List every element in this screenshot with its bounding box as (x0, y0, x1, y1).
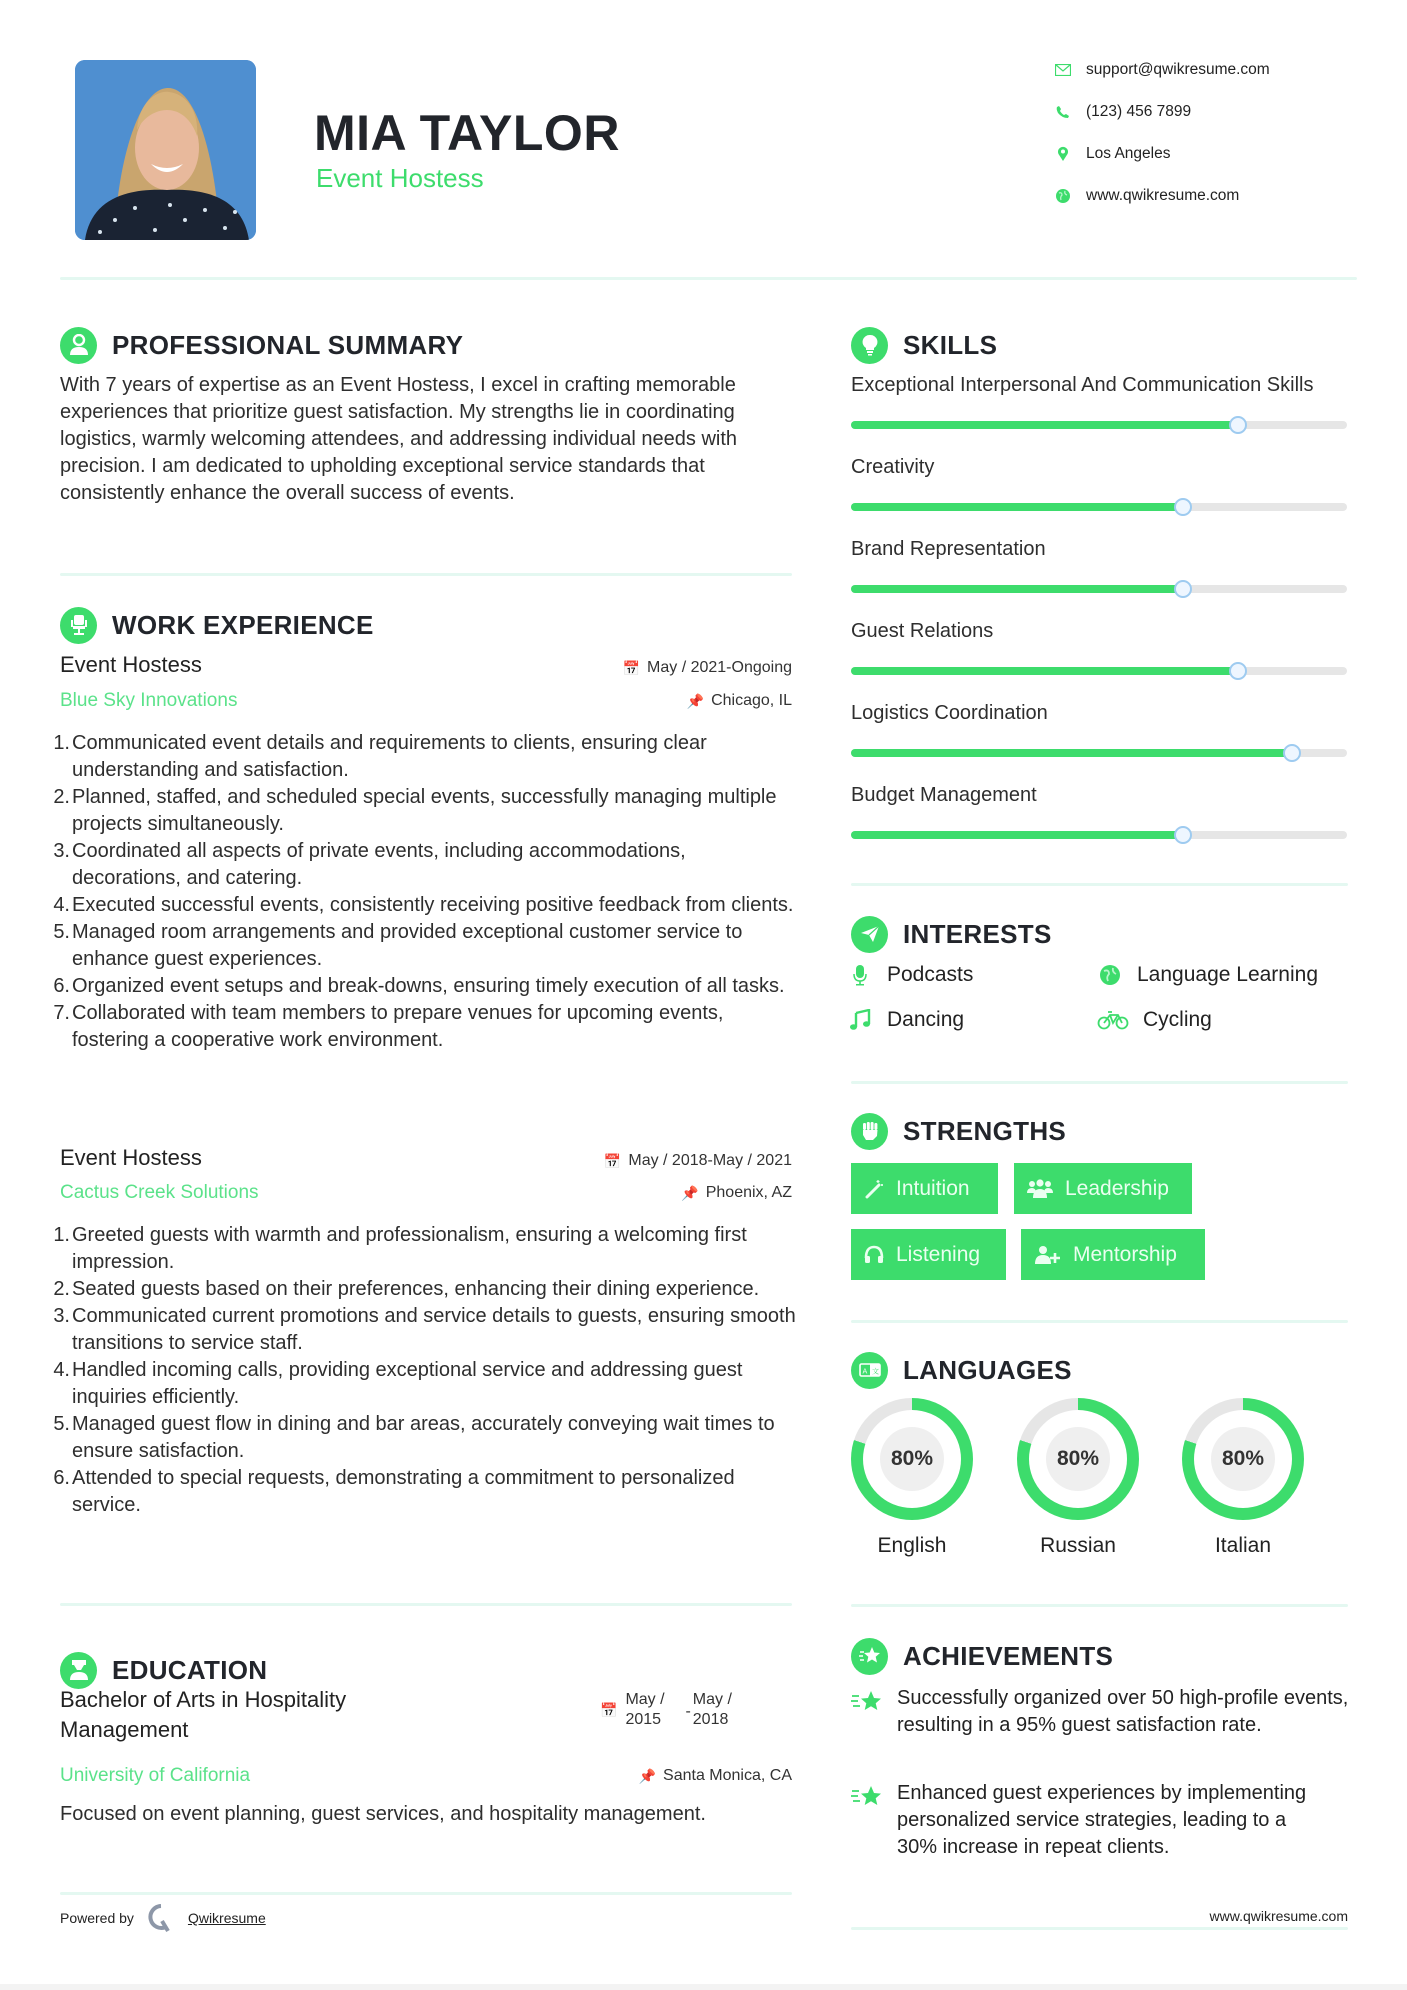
strength-label: Listening (896, 1242, 981, 1266)
qwikresume-link[interactable]: Qwikresume (187, 1910, 266, 1926)
interest-podcasts (847, 963, 973, 987)
contact-email[interactable] (1052, 58, 1270, 82)
user-icon (60, 327, 97, 364)
skill-bar-fill (851, 503, 1183, 511)
calendar-icon: 📅 (600, 1702, 618, 1718)
skill-bar (851, 667, 1347, 675)
skill-bar-knob (1229, 416, 1247, 434)
language-english (851, 1398, 973, 1558)
interest-dancing (847, 1008, 964, 1032)
footer-website[interactable]: www.qwikresume.com (1209, 1908, 1348, 1924)
education-description: Focused on event planning, guest services, and hospitality management. (60, 1803, 706, 1825)
interest-label: Dancing (887, 1008, 965, 1031)
users-icon (1027, 1179, 1053, 1199)
languages-title: LANGUAGES (903, 1354, 1072, 1385)
education-location-text: Santa Monica, CA (663, 1767, 792, 1784)
skill-bar (851, 749, 1347, 757)
duty-item: 5. Managed room arrangements and provided exceptional customer service to enhance guest experiences. (53, 921, 743, 970)
skill-bar-fill (851, 421, 1238, 429)
languages-heading (851, 1350, 1072, 1390)
skill-bar-fill (851, 831, 1183, 839)
envelope-icon (1052, 59, 1074, 81)
job-1-location-text: Chicago, IL (711, 692, 792, 709)
duty-item: 3. Communicated current promotions and service details to guests, ensuring smooth transitions to service staff. (53, 1305, 796, 1354)
powered-by-text: Powered by (60, 1910, 134, 1926)
magic-wand-icon (864, 1179, 884, 1199)
footer-divider (851, 1927, 1348, 1930)
bicycle-icon (1097, 1010, 1129, 1030)
skill-bar (851, 503, 1347, 511)
powered-by (60, 1900, 266, 1936)
skill-bar (851, 831, 1347, 839)
interests-divider (851, 1081, 1348, 1084)
work-title: WORK EXPERIENCE (112, 609, 374, 640)
contact-website[interactable] (1052, 184, 1239, 208)
skill-bar (851, 585, 1347, 593)
education-heading (60, 1650, 267, 1690)
strengths-heading (851, 1111, 1066, 1151)
job-2-duties (52, 1222, 797, 1519)
shooting-star-icon (851, 1780, 885, 1861)
skill-item (851, 782, 1351, 839)
education-end-date: May / 2018 (692, 1691, 732, 1728)
language-russian (1017, 1398, 1139, 1558)
strength-label: Intuition (896, 1176, 970, 1200)
shooting-star-icon (851, 1685, 885, 1739)
music-note-icon (847, 1009, 873, 1031)
skill-bar-knob (1174, 580, 1192, 598)
location-text: Los Angeles (1086, 145, 1171, 162)
user-plus-icon (1035, 1245, 1061, 1265)
skills-list (851, 372, 1351, 839)
summary-heading (60, 325, 463, 365)
pushpin-icon: 📌 (686, 692, 705, 709)
job-2-dates (500, 1152, 792, 1170)
achievement-text: Enhanced guest experiences by implementing personalized service strategies, leading to a 30% increase in repeat clients. (897, 1782, 1307, 1858)
duty-item: 2. Seated guests based on their preferences, enhancing their dining experience. (53, 1278, 760, 1300)
duty-item: 1. Communicated event details and requirements to clients, ensuring clear understanding and satisfaction. (53, 732, 707, 781)
microphone-icon (847, 964, 873, 986)
headphones-icon (864, 1245, 884, 1265)
language-percent: 80% (1046, 1427, 1110, 1491)
school-name: University of California (60, 1765, 251, 1786)
job-1-dates-text: May / 2021-Ongoing (647, 659, 792, 676)
duty-item: 6. Organized event setups and break-downs, ensuring timely execution of all tasks. (53, 975, 785, 997)
achievements-heading (851, 1636, 1113, 1676)
duty-item: 7. Collaborated with team members to prepare venues for upcoming events, fostering a cooperative work environment. (53, 1002, 724, 1051)
skill-item (851, 372, 1351, 429)
job-1-duties (52, 730, 797, 1054)
language-percent: 80% (1211, 1427, 1275, 1491)
language-ring (1017, 1398, 1139, 1520)
qwikresume-logo-icon (148, 1903, 174, 1933)
work-divider (60, 1603, 792, 1606)
duty-item: 1. Greeted guests with warmth and professionalism, ensuring a welcoming first impression. (53, 1224, 747, 1273)
date-separator: - (685, 1703, 691, 1720)
education-location (500, 1767, 792, 1785)
strength-chip-intuition (851, 1163, 998, 1214)
email-text: support@qwikresume.com (1086, 61, 1270, 78)
job-2-company: Cactus Creek Solutions (60, 1182, 259, 1203)
skill-label: Brand Representation (851, 538, 1046, 560)
interests-heading (851, 914, 1052, 954)
achievements-title: ACHIEVEMENTS (903, 1640, 1114, 1671)
pushpin-icon: 📌 (638, 1767, 657, 1784)
interest-label: Cycling (1143, 1008, 1212, 1031)
job-2-dates-text: May / 2018-May / 2021 (628, 1152, 792, 1169)
job-1-company: Blue Sky Innovations (60, 690, 238, 711)
education-start-date: May / 2015 (625, 1691, 665, 1728)
skill-label: Logistics Coordination (851, 702, 1048, 724)
skills-heading (851, 325, 997, 365)
achievement-text: Successfully organized over 50 high-profile events, resulting in a 95% guest satisfaction rate. (897, 1687, 1349, 1736)
duty-item: 3. Coordinated all aspects of private events, including accommodations, decorations, and catering. (53, 840, 686, 889)
office-chair-icon (60, 607, 97, 644)
strengths-title: STRENGTHS (903, 1115, 1067, 1146)
skill-item (851, 700, 1351, 757)
skill-bar-knob (1283, 744, 1301, 762)
summary-title: PROFESSIONAL SUMMARY (112, 329, 464, 360)
globe-icon (1097, 964, 1123, 986)
achievement-item (851, 1780, 1321, 1861)
strength-chip-mentorship (1021, 1229, 1205, 1280)
skills-title: SKILLS (903, 329, 998, 360)
graduate-icon (60, 1652, 97, 1689)
job-1-title: Event Hostess (60, 652, 202, 677)
calendar-icon: 📅 (603, 1152, 622, 1169)
paper-plane-icon (851, 916, 888, 953)
svg-text:文: 文 (871, 1367, 879, 1376)
website-text: www.qwikresume.com (1086, 187, 1240, 204)
skill-label: Budget Management (851, 784, 1037, 806)
skill-bar-fill (851, 749, 1292, 757)
strength-chip-leadership (1014, 1163, 1192, 1214)
duty-item: 6. Attended to special requests, demonstrating a commitment to personalized service. (53, 1467, 735, 1516)
interest-label: Language Learning (1137, 963, 1319, 986)
job-title: Event Hostess (316, 163, 484, 193)
globe-icon (1052, 185, 1074, 207)
page-bottom-edge (0, 1984, 1407, 1990)
map-pin-icon (1052, 143, 1074, 165)
interest-cycling (1097, 1008, 1212, 1032)
translate-icon (851, 1352, 888, 1389)
star-icon (851, 1638, 888, 1675)
fist-icon (851, 1113, 888, 1150)
phone-text: (123) 456 7899 (1086, 103, 1192, 120)
skill-label: Guest Relations (851, 620, 994, 642)
work-heading (60, 605, 374, 645)
skill-label: Creativity (851, 456, 935, 478)
language-percent: 80% (880, 1427, 944, 1491)
degree-title: Bachelor of Arts in Hospitality Management (60, 1687, 347, 1742)
pushpin-icon: 📌 (681, 1184, 699, 1201)
summary-divider (60, 573, 792, 576)
header-divider (60, 277, 1357, 280)
job-1-location (500, 692, 792, 710)
skill-bar-knob (1174, 498, 1192, 516)
languages-divider (851, 1604, 1348, 1607)
profile-photo (75, 60, 256, 240)
education-divider (60, 1892, 792, 1895)
language-name: Russian (1040, 1534, 1116, 1557)
calendar-icon: 📅 (622, 659, 641, 676)
skill-bar-knob (1229, 662, 1247, 680)
duty-item: 5. Managed guest flow in dining and bar areas, accurately conveying wait times to ensure satisfaction. (53, 1413, 775, 1462)
language-italian (1182, 1398, 1304, 1558)
phone-icon (1052, 101, 1074, 123)
strengths-divider (851, 1320, 1348, 1323)
strength-chip-listening (851, 1229, 1006, 1280)
education-title: EDUCATION (112, 1654, 268, 1685)
lightbulb-icon (851, 327, 888, 364)
summary-text: With 7 years of expertise as an Event Hostess, I excel in crafting memorable experiences that prioritize guest satisfaction. My strengths lie in coordinating logistics, warmly welcoming attendees, and addressing individual needs with precision. I am dedicated to upholding exceptional service standards that consistently enhance the overall success of events. (60, 374, 738, 504)
skill-bar-fill (851, 585, 1183, 593)
achievement-item (851, 1685, 1351, 1739)
job-2-title: Event Hostess (60, 1145, 202, 1170)
candidate-name: MIA TAYLOR (314, 105, 620, 161)
duty-item: 4. Executed successful events, consistently receiving positive feedback from clients. (53, 894, 794, 916)
job-2-location (500, 1184, 792, 1202)
interests-title: INTERESTS (903, 918, 1052, 949)
duty-item: 2. Planned, staffed, and scheduled special events, successfully managing multiple projects simultaneously. (53, 786, 777, 835)
language-ring (1182, 1398, 1304, 1520)
job-2-location-text: Phoenix, AZ (705, 1184, 792, 1201)
language-name: English (877, 1534, 947, 1557)
duty-item: 4. Handled incoming calls, providing exceptional service and addressing guest inquiries efficiently. (53, 1359, 743, 1408)
portrait-illustration (75, 60, 256, 240)
strength-label: Mentorship (1073, 1242, 1177, 1266)
strength-label: Leadership (1065, 1176, 1169, 1200)
contact-location (1052, 142, 1170, 166)
svg-text:A: A (862, 1367, 867, 1376)
skill-bar-knob (1174, 826, 1192, 844)
interest-label: Podcasts (887, 963, 974, 986)
skill-bar-fill (851, 667, 1238, 675)
education-dates (600, 1690, 732, 1730)
skill-label: Exceptional Interpersonal And Communication Skills (851, 374, 1314, 396)
job-1-dates (500, 659, 792, 677)
language-ring (851, 1398, 973, 1520)
skill-item (851, 536, 1351, 593)
interest-language-learning (1097, 963, 1318, 987)
skill-item (851, 618, 1351, 675)
contact-phone[interactable] (1052, 100, 1191, 124)
skill-bar (851, 421, 1347, 429)
language-name: Italian (1214, 1534, 1272, 1557)
skill-item (851, 454, 1351, 511)
skills-divider (851, 883, 1348, 886)
